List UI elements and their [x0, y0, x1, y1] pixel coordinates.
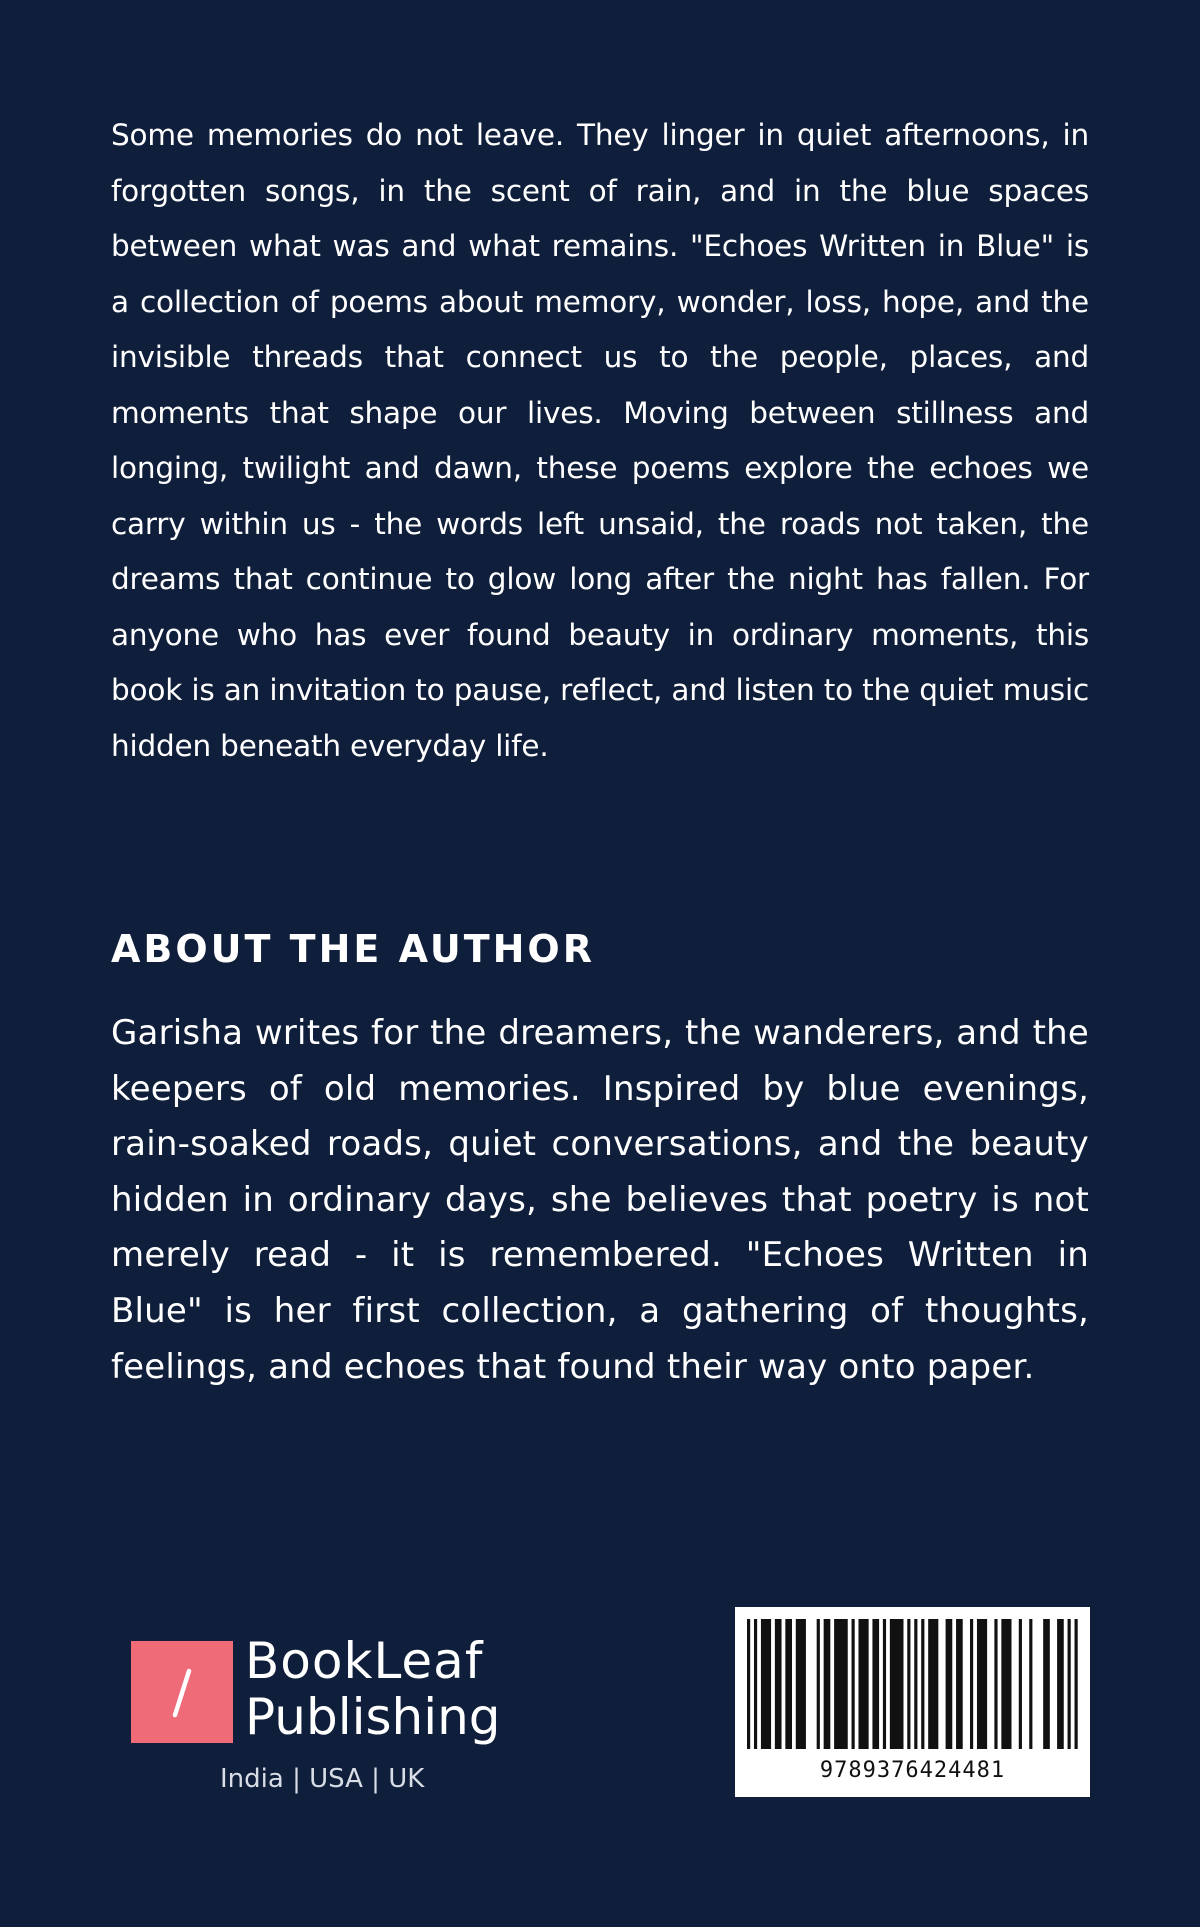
- publisher-name-line1: BookLeaf: [245, 1632, 484, 1690]
- barcode-bar: [994, 1619, 997, 1749]
- barcode-bar: [834, 1619, 848, 1749]
- barcode-bar: [747, 1619, 750, 1749]
- barcode-bar: [1029, 1619, 1032, 1749]
- barcode-bar: [775, 1619, 782, 1749]
- barcode-bar: [761, 1619, 771, 1749]
- barcode-bar: [970, 1619, 973, 1749]
- barcode-bar: [1019, 1619, 1022, 1749]
- barcode-bar: [872, 1619, 879, 1749]
- publisher-regions: India | USA | UK: [220, 1764, 425, 1794]
- author-bio: Garisha writes for the dreamers, the wanderers, and the keepers of old memories. Inspired by blue evenings, rain-soaked roads, quiet conversations, and the beauty hidden in ordinary days, she believes that poetry is not merely read - it is remembered. "Echoes Written in Blue" is her first collection, a gathering of thoughts, feelings, and echoes that found their way onto paper.: [111, 1013, 1089, 1387]
- barcode-bar: [907, 1619, 910, 1749]
- barcode-bar: [914, 1619, 917, 1749]
- barcode-bar: [1043, 1619, 1050, 1749]
- barcode-bar: [956, 1619, 963, 1749]
- barcode-bar: [824, 1619, 831, 1749]
- book-blurb: Some memories do not leave. They linger in quiet afternoons, in forgotten songs, in the scent of rain, and in the blue spaces between what was and what remains. "Echoes Written in Blue" is a collection of poems about memory, wonder, loss, hope, and the invisible threads that connect us to the people, places, and moments that shape our lives. Moving between stillness and longing, twilight and dawn, these poems explore the echoes we carry within us - the words left unsaid, the roads not taken, the dreams that continue to glow long after the night has fallen. For anyone who has ever found beauty in ordinary moments, this book is an invitation to pause, reflect, and listen to the quiet music hidden beneath everyday life.: [111, 118, 1089, 763]
- barcode-bar: [928, 1619, 938, 1749]
- barcode-bar: [817, 1619, 820, 1749]
- barcode-bar: [852, 1619, 855, 1749]
- barcode-bar: [1057, 1619, 1064, 1749]
- barcode-bar: [785, 1619, 792, 1749]
- barcode-bar: [977, 1619, 987, 1749]
- barcode-bar: [858, 1619, 868, 1749]
- barcode-bar: [946, 1619, 953, 1749]
- isbn-number: 9789376424481: [819, 1758, 1006, 1783]
- slash-logo-icon: [131, 1641, 233, 1743]
- barcode-bar: [1001, 1619, 1011, 1749]
- publisher-logo: [131, 1632, 531, 1805]
- barcode-bar: [921, 1619, 924, 1749]
- about-author-heading: ABOUT THE AUTHOR: [111, 927, 595, 971]
- barcode-bar: [890, 1619, 904, 1749]
- barcode-bars-icon: [747, 1619, 1078, 1759]
- barcode-bar: [1068, 1619, 1071, 1749]
- barcode-bar: [1075, 1619, 1078, 1749]
- isbn-barcode: [735, 1607, 1090, 1797]
- barcode-bar: [754, 1619, 757, 1749]
- publisher-name-line2: Publishing: [245, 1688, 501, 1746]
- barcode-bar: [883, 1619, 886, 1749]
- barcode-bar: [796, 1619, 806, 1749]
